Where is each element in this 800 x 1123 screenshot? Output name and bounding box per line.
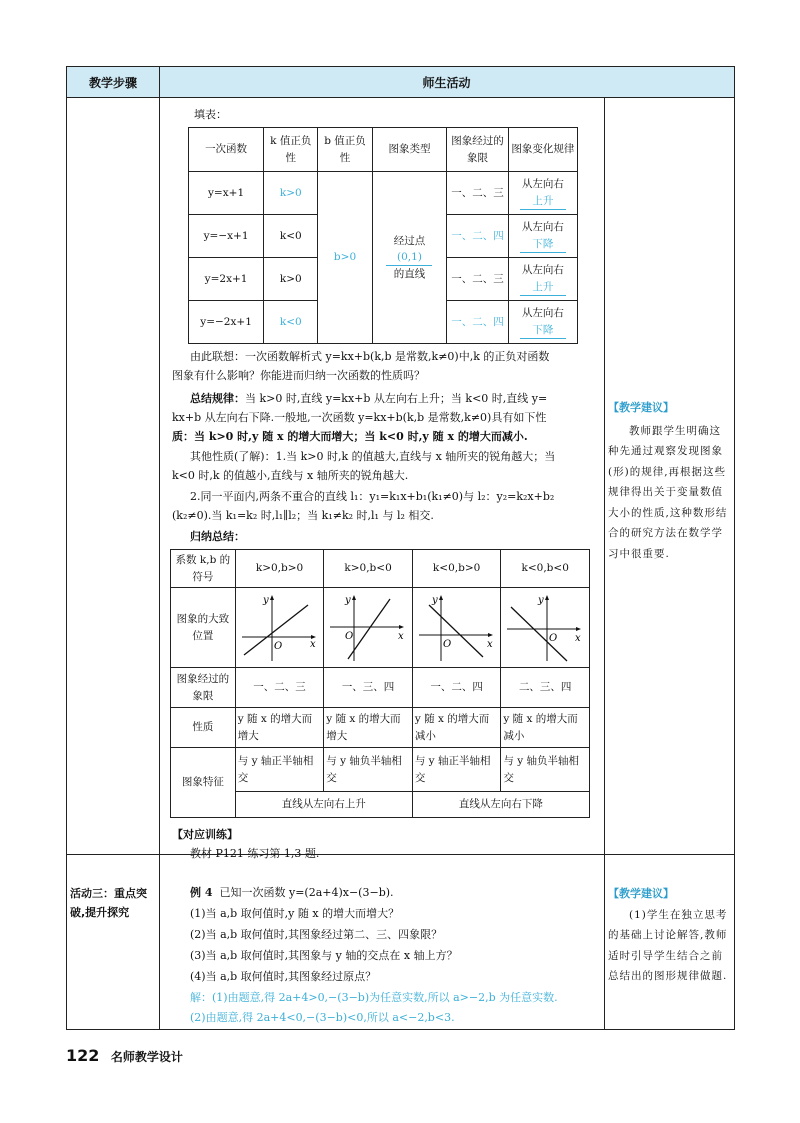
trend-fall: 直线从左向右下降 bbox=[412, 792, 589, 818]
row-header: 图象经过的象限 bbox=[171, 668, 236, 708]
question-1: (1)当 a,b 取何值时,y 随 x 的增大而增大？ bbox=[190, 907, 400, 920]
paragraph-2c: 质：当 k>0 时,y 随 x 的增大而增大；当 k<0 时,y 随 x 的增大而减小. bbox=[172, 430, 528, 443]
property-cell: y 随 x 的增大而增大 bbox=[235, 708, 324, 748]
coef-cell: k<0,b<0 bbox=[501, 550, 590, 588]
type-point: (0,1) bbox=[375, 249, 445, 266]
question-3: (3)当 a,b 取何值时,其图象与 y 轴的交点在 x 轴上方？ bbox=[190, 949, 458, 962]
divider bbox=[67, 854, 734, 855]
row-header: 系数 k,b 的符号 bbox=[171, 550, 236, 588]
divider bbox=[604, 97, 605, 1029]
table-row bbox=[171, 748, 590, 792]
feature-cell: 与 y 轴正半轴相交 bbox=[235, 748, 324, 792]
quadrant-cell: 一、二、三 bbox=[447, 172, 508, 215]
graph-kneg-bneg bbox=[503, 591, 585, 665]
svg-text:y: y bbox=[431, 594, 438, 606]
paragraph-4b: (k₂≠0).当 k₁=k₂ 时,l₁∥l₂；当 k₁≠k₂ 时,l₁ 与 l₂ 相交. bbox=[172, 509, 434, 522]
suggestion-title: 【教学建议】 bbox=[608, 887, 674, 900]
svg-text:y: y bbox=[538, 594, 545, 606]
svg-text:x: x bbox=[309, 638, 316, 650]
divider bbox=[159, 97, 160, 1029]
fill-table-intro: 填表： bbox=[194, 108, 227, 121]
quadrant-cell: 一、三、四 bbox=[324, 668, 413, 708]
svg-text:O: O bbox=[549, 632, 558, 644]
answer-1: 解：(1)由题意,得 2a+4>0,−(3−b)为任意实数,所以 a>−2,b 为任意实数. bbox=[190, 991, 558, 1004]
col-header: 图象经过的象限 bbox=[447, 128, 508, 172]
func-cell: y=−x+1 bbox=[189, 215, 264, 258]
svg-text:x: x bbox=[486, 638, 493, 650]
quadrant-cell: 一、二、四 bbox=[447, 301, 508, 344]
graph-cell bbox=[501, 588, 590, 668]
paragraph-3b: k<0 时,k 的值越小,直线与 x 轴所夹的锐角越大. bbox=[172, 469, 409, 482]
suggestion-box-2 bbox=[608, 885, 730, 987]
quadrant-cell: 二、三、四 bbox=[501, 668, 590, 708]
quadrant-cell: 一、二、四 bbox=[447, 215, 508, 258]
col-header: 一次函数 bbox=[189, 128, 264, 172]
row-header: 图象的大致位置 bbox=[171, 588, 236, 668]
k-cell: k<0 bbox=[264, 215, 318, 258]
coef-cell: k>0,b<0 bbox=[324, 550, 413, 588]
func-cell: y=x+1 bbox=[189, 172, 264, 215]
row-header: 性质 bbox=[171, 708, 236, 748]
paragraph-2b: kx+b 从左向右下降.一般地,一次函数 y=kx+b(k,b 是常数,k≠0)具有如下性 bbox=[172, 411, 547, 424]
header-steps: 教学步骤 bbox=[67, 67, 160, 97]
rule-cell: 从左向右 下降 bbox=[508, 215, 577, 258]
paragraph-1a: 由此联想：一次函数解析式 y=kx+b(k,b 是常数,k≠0)中,k 的正负对函数 bbox=[190, 350, 550, 363]
graph-cell bbox=[235, 588, 324, 668]
table-header bbox=[67, 67, 734, 98]
col-header: 图象变化规律 bbox=[508, 128, 577, 172]
rule-cell: 从左向右 下降 bbox=[508, 301, 577, 344]
rule-cell: 从左向右 上升 bbox=[508, 172, 577, 215]
paragraph-2a: 总结规律：当 k>0 时,直线 y=kx+b 从左向右上升；当 k<0 时,直线 y= bbox=[190, 392, 548, 405]
book-title: 名师教学设计 bbox=[110, 1050, 183, 1064]
k-cell: k<0 bbox=[264, 301, 318, 344]
property-cell: y 随 x 的增大而减小 bbox=[501, 708, 590, 748]
paragraph-3a: 其他性质(了解)：1.当 k>0 时,k 的值越大,直线与 x 轴所夹的锐角越大；当 bbox=[190, 450, 556, 463]
b-cell: b>0 bbox=[318, 172, 372, 344]
graph-kpos-bneg bbox=[326, 591, 408, 665]
fill-table bbox=[188, 127, 578, 344]
paragraph-1b: 图象有什么影响？你能进而归纳一次函数的性质吗？ bbox=[172, 369, 425, 382]
summary-label: 归纳总结： bbox=[190, 530, 245, 543]
page-number: 122 bbox=[66, 1046, 100, 1065]
quadrant-cell: 一、二、三 bbox=[447, 258, 508, 301]
feature-cell: 与 y 轴负半轴相交 bbox=[324, 748, 413, 792]
question-4: (4)当 a,b 取何值时,其图象经过原点？ bbox=[190, 970, 377, 983]
question-2: (2)当 a,b 取何值时,其图象经过第二、三、四象限？ bbox=[190, 928, 443, 941]
feature-cell: 与 y 轴负半轴相交 bbox=[501, 748, 590, 792]
quadrant-cell: 一、二、四 bbox=[412, 668, 501, 708]
property-cell: y 随 x 的增大而增大 bbox=[324, 708, 413, 748]
training-title: 【对应训练】 bbox=[172, 828, 238, 841]
table-row bbox=[171, 668, 590, 708]
k-cell: k>0 bbox=[264, 258, 318, 301]
func-cell: y=−2x+1 bbox=[189, 301, 264, 344]
training-text: 教材 P121 练习第 1,3 题. bbox=[190, 847, 320, 860]
summary-table bbox=[170, 549, 590, 818]
svg-text:O: O bbox=[442, 638, 452, 650]
graph-cell bbox=[412, 588, 501, 668]
col-header: 图象类型 bbox=[372, 128, 447, 172]
quadrant-cell: 一、二、三 bbox=[235, 668, 324, 708]
svg-text:O: O bbox=[345, 630, 354, 642]
svg-text:x: x bbox=[398, 630, 404, 642]
type-line1: 经过点 bbox=[393, 234, 426, 247]
col-header: b 值正负性 bbox=[318, 128, 372, 172]
type-line3: 的直线 bbox=[393, 268, 426, 281]
coef-cell: k>0,b>0 bbox=[235, 550, 324, 588]
suggestion-body: 教师跟学生明确这种先通过观察发现图象(形)的规律,再根据这些规律得出关于变量数值大小的性质,这种数形结合的研究方法在数学学习中很重要. bbox=[608, 425, 728, 560]
suggestion-body: (1)学生在独立思考的基础上讨论解答,教师适时引导学生结合之前总结出的图形规律做题. bbox=[608, 909, 728, 983]
suggestion-box-1 bbox=[608, 399, 730, 564]
table-row bbox=[171, 708, 590, 748]
svg-text:y: y bbox=[262, 594, 269, 606]
row-header: 图象特征 bbox=[171, 748, 236, 818]
k-cell: k>0 bbox=[264, 172, 318, 215]
paragraph-4a: 2.同一平面内,两条不重合的直线 l₁：y₁=k₁x+b₁(k₁≠0)与 l₂：y₂=k₂x+b₂ bbox=[190, 490, 555, 503]
trend-rise: 直线从左向右上升 bbox=[235, 792, 412, 818]
table-row bbox=[171, 550, 590, 588]
property-cell: y 随 x 的增大而减小 bbox=[412, 708, 501, 748]
svg-text:O: O bbox=[273, 640, 282, 652]
suggestion-title: 【教学建议】 bbox=[608, 401, 674, 414]
answer-2: (2)由题意,得 2a+4<0,−(3−b)<0,所以 a<−2,b<3. bbox=[190, 1011, 455, 1024]
rule-cell: 从左向右 上升 bbox=[508, 258, 577, 301]
page-footer bbox=[66, 1046, 183, 1065]
activity3-label: 活动三：重点突破,提升探究 bbox=[70, 887, 147, 919]
table-row bbox=[171, 588, 590, 668]
type-cell bbox=[372, 172, 447, 344]
col-header: k 值正负性 bbox=[264, 128, 318, 172]
graph-cell bbox=[324, 588, 413, 668]
graph-kneg-bpos bbox=[415, 591, 497, 665]
coef-cell: k<0,b>0 bbox=[412, 550, 501, 588]
header-activities: 师生活动 bbox=[422, 75, 471, 90]
graph-kpos-bpos bbox=[238, 591, 320, 665]
example-line: 例 4 已知一次函数 y=(2a+4)x−(3−b). bbox=[190, 886, 394, 899]
feature-cell: 与 y 轴正半轴相交 bbox=[412, 748, 501, 792]
svg-text:y: y bbox=[345, 594, 351, 606]
table-row bbox=[189, 172, 578, 215]
func-cell: y=2x+1 bbox=[189, 258, 264, 301]
svg-text:x: x bbox=[575, 632, 582, 644]
